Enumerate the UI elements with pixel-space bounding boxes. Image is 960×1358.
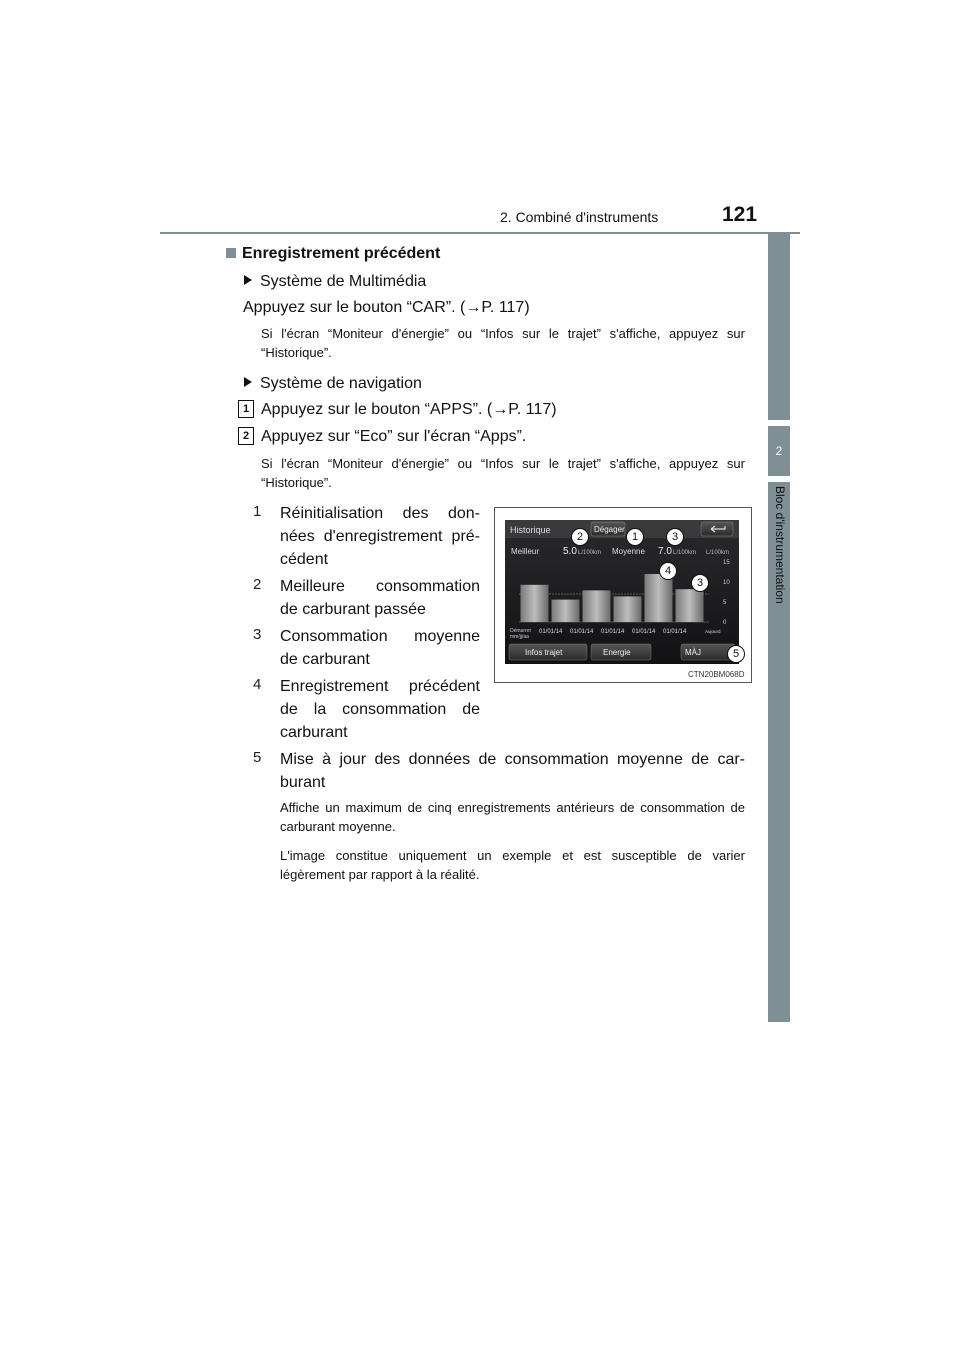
y-tick-label: 15 [723,560,730,566]
screen-callout-4: 4 [659,562,677,580]
screen-illustration [505,520,739,664]
side-bar-top [768,234,790,420]
page-number: 121 [722,203,758,226]
best-unit: L/100km [578,550,602,556]
callout-1-text [280,502,480,571]
update-label: MÀJ [685,648,701,657]
x-tick-label: 01/01/14 [632,629,656,635]
chart-bar [645,574,673,622]
callout-5-text [280,748,745,794]
best-label: Meilleur [511,547,540,556]
screen-callout-3: 3 [666,528,684,546]
x-tick-label: 01/01/14 [601,629,625,635]
arrow-bullet-icon [244,275,252,285]
axis-unit: L/100km [706,550,730,556]
screen-title: Historique [510,525,551,535]
date-start-label: Démarrer [510,628,532,634]
callout-number-2: 2 [253,576,262,593]
callout-4-line3: carburant [280,724,348,741]
square-bullet-icon [226,248,236,258]
x-tick-label: Aujourd [705,629,721,634]
callout-3-line1: Consommation moyenne [280,628,480,645]
arrow-bullet-icon [244,377,252,387]
reset-button-label: Dégager [594,525,625,534]
y-tick-label: 5 [723,600,727,606]
callout-3-line2: de carburant [280,651,370,668]
note-disclaimer: L'image constitue uniquement un exemple et est susceptible de varier légèrement par rapport à la réalité. [280,848,745,882]
screen-callout-1: 1 [626,528,644,546]
chart-bar [583,590,611,622]
screen-callout-3b: 3 [691,574,709,592]
step-number-1: 1 [238,400,254,418]
section-side-text: Bloc d'instrumentation [773,486,787,604]
x-tick-label: 01/01/14 [570,629,594,635]
callout-number-5: 5 [253,749,262,766]
callout-5-line2: burant [280,774,326,791]
multimedia-note: Si l'écran “Moniteur d'énergie” ou “Infos sur le trajet” s'affiche, appuyez sur “Historique”. [261,326,745,360]
illustration-code: CTN20BM068D [688,670,745,679]
date-format-label: mm/jj/aa [510,634,529,640]
section-title: Enregistrement précédent [242,245,441,262]
callout-1-line3: cédent [280,551,329,568]
callout-2-text [280,575,480,621]
chart-bar [521,585,549,622]
multimedia-instruction: Appuyez sur le bouton “CAR”. (→P. 117) [243,299,530,316]
callout-2-line2: de carburant passée [280,601,426,618]
callout-4-text [280,675,480,744]
header-rule [160,232,800,234]
callout-2-line1: Meilleure consommation [280,578,480,595]
navigation-title: Système de navigation [260,375,422,392]
navigation-heading [244,372,422,395]
navigation-note: Si l'écran “Moniteur d'énergie” ou “Infos sur le trajet” s'affiche, appuyez sur “Historique”. [261,456,745,490]
screen-callout-5: 5 [727,645,745,663]
multimedia-title: Système de Multimédia [260,273,427,290]
best-value: 5.0 [563,546,577,557]
callout-number-4: 4 [253,676,262,693]
avg-unit: L/100km [673,550,697,556]
section-heading [226,242,440,265]
callout-1-line1: Réinitialisation des don- [280,505,480,522]
y-tick-label: 10 [723,580,730,586]
callout-number-1: 1 [253,503,262,520]
step-2-text: Appuyez sur “Eco” sur l'écran “Apps”. [261,428,527,445]
chart-bar [614,596,642,622]
note-records: Affiche un maximum de cinq enregistrements antérieurs de consommation de carburant moyenne. [280,800,745,834]
avg-label: Moyenne [612,547,645,556]
chart-bar [676,589,704,622]
step-1-text: Appuyez sur le bouton “APPS”. (→P. 117) [261,401,557,418]
callout-4-line1: Enregistrement précédent [280,678,480,695]
avg-value: 7.0 [658,546,672,557]
trip-info-label: Infos trajet [525,648,563,657]
x-tick-label: 01/01/14 [663,629,687,635]
step-number-2: 2 [238,427,254,445]
multimedia-heading [244,270,426,293]
y-tick-label: 0 [723,620,727,626]
callout-number-3: 3 [253,626,262,643]
energy-label: Energie [603,648,631,657]
chart-bar [552,600,580,622]
chapter-tab: 2 [768,426,790,476]
callout-5-line1: Mise à jour des données de consommation moyenne de car- [280,751,745,768]
callout-1-line2: nées d'enregistrement pré- [280,528,480,545]
callout-4-line2: de la consommation de [280,701,480,718]
callout-3-text [280,625,480,671]
x-tick-label: 01/01/14 [539,629,563,635]
chapter-title: 2. Combiné d'instruments [500,209,659,225]
section-side-label [768,482,790,682]
screen-callout-2: 2 [571,528,589,546]
